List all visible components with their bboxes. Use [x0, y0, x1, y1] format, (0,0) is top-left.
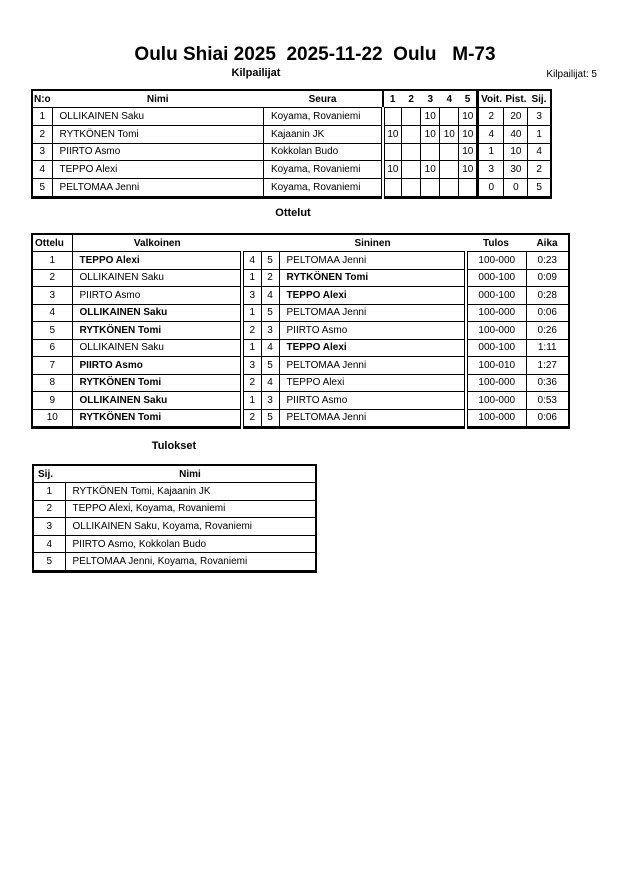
competitor-number: 1: [32, 108, 52, 126]
col-sininen: Sininen: [279, 234, 466, 252]
kilpailijat-section-heading: Kilpailijat: [231, 67, 281, 79]
match-row: [32, 322, 569, 340]
blue-competitor: PELTOMAA Jenni: [279, 252, 466, 270]
col-round-4: 4: [440, 90, 459, 108]
match-number: 6: [32, 339, 72, 357]
points-cell: 20: [504, 108, 528, 126]
result-row: [33, 553, 316, 572]
score-cell: [402, 179, 421, 198]
match-result: 000-100: [466, 339, 526, 357]
col-round-5: 5: [459, 90, 478, 108]
result-row: [33, 483, 316, 501]
competitor-club: Koyama, Rovaniemi: [263, 108, 382, 126]
col-voit: Voit.: [478, 90, 504, 108]
placement: 3: [33, 518, 65, 536]
col-nimi: Nimi: [52, 90, 263, 108]
blue-competitor: PELTOMAA Jenni: [279, 409, 466, 428]
score-cell: [440, 143, 459, 161]
competitor-name: PELTOMAA Jenni: [52, 179, 263, 198]
white-competitor: OLLIKAINEN Saku: [72, 304, 242, 322]
blue-number: 4: [261, 287, 279, 305]
white-number: 3: [242, 287, 261, 305]
points-cell: 40: [504, 125, 528, 143]
score-cell: [402, 125, 421, 143]
placement: 5: [33, 553, 65, 572]
result-name: OLLIKAINEN Saku, Koyama, Rovaniemi: [65, 518, 316, 536]
blue-number: 3: [261, 322, 279, 340]
match-time: 1:11: [526, 339, 569, 357]
white-competitor: OLLIKAINEN Saku: [72, 339, 242, 357]
competitor-row: [32, 179, 551, 198]
result-name: TEPPO Alexi, Koyama, Rovaniemi: [65, 500, 316, 518]
competitors-count: Kilpailijat: 5: [546, 69, 597, 80]
score-cell: 10: [383, 161, 402, 179]
competitor-number: 4: [32, 161, 52, 179]
placement: 2: [33, 500, 65, 518]
white-number: 2: [242, 374, 261, 392]
match-number: 2: [32, 269, 72, 287]
score-cell: 10: [459, 143, 478, 161]
match-number: 1: [32, 252, 72, 270]
result-row: [33, 500, 316, 518]
placement: 1: [33, 483, 65, 501]
white-competitor: PIIRTO Asmo: [72, 357, 242, 375]
col-blue-number: [261, 234, 279, 252]
match-time: 0:26: [526, 322, 569, 340]
match-number: 9: [32, 392, 72, 410]
competitor-name: PIIRTO Asmo: [52, 143, 263, 161]
blue-competitor: PIIRTO Asmo: [279, 392, 466, 410]
match-row: [32, 357, 569, 375]
competitor-club: Kajaanin JK: [263, 125, 382, 143]
result-name: RYTKÖNEN Tomi, Kajaanin JK: [65, 483, 316, 501]
match-result: 100-000: [466, 252, 526, 270]
match-result: 100-000: [466, 374, 526, 392]
score-cell: 10: [459, 125, 478, 143]
wins-cell: 4: [478, 125, 504, 143]
col-round-2: 2: [402, 90, 421, 108]
ottelut-table: [31, 233, 570, 429]
competitor-club: Koyama, Rovaniemi: [263, 179, 382, 198]
competitor-row: [32, 108, 551, 126]
col-ottelu: Ottelu: [32, 234, 72, 252]
placement-cell: 1: [528, 125, 551, 143]
blue-number: 2: [261, 269, 279, 287]
match-time: 0:36: [526, 374, 569, 392]
ottelut-header-row: [32, 234, 569, 252]
wins-cell: 2: [478, 108, 504, 126]
col-round-3: 3: [421, 90, 440, 108]
blue-number: 3: [261, 392, 279, 410]
score-cell: 10: [440, 125, 459, 143]
match-time: 1:27: [526, 357, 569, 375]
score-cell: 10: [459, 161, 478, 179]
points-cell: 10: [504, 143, 528, 161]
score-cell: [440, 161, 459, 179]
competitor-club: Koyama, Rovaniemi: [263, 161, 382, 179]
col-white-number: [242, 234, 261, 252]
col-pist: Pist.: [504, 90, 528, 108]
match-number: 5: [32, 322, 72, 340]
competitor-row: [32, 125, 551, 143]
page-title: Oulu Shiai 2025 2025-11-22 Oulu M-73: [134, 44, 496, 65]
match-time: 0:06: [526, 409, 569, 428]
blue-competitor: PELTOMAA Jenni: [279, 304, 466, 322]
result-row: [33, 535, 316, 553]
kilpailijat-table: [31, 89, 552, 199]
white-number: 2: [242, 409, 261, 428]
match-time: 0:23: [526, 252, 569, 270]
score-cell: [440, 108, 459, 126]
score-cell: [402, 161, 421, 179]
match-row: [32, 304, 569, 322]
match-number: 4: [32, 304, 72, 322]
match-row: [32, 269, 569, 287]
competitor-name: RYTKÖNEN Tomi: [52, 125, 263, 143]
blue-competitor: TEPPO Alexi: [279, 339, 466, 357]
white-competitor: OLLIKAINEN Saku: [72, 392, 242, 410]
score-cell: 10: [421, 108, 440, 126]
white-competitor: RYTKÖNEN Tomi: [72, 409, 242, 428]
score-cell: [383, 108, 402, 126]
match-row: [32, 409, 569, 428]
kilpailijat-header-row: [32, 90, 551, 108]
blue-number: 4: [261, 374, 279, 392]
blue-competitor: PIIRTO Asmo: [279, 322, 466, 340]
blue-number: 4: [261, 339, 279, 357]
score-cell: [459, 179, 478, 198]
blue-competitor: RYTKÖNEN Tomi: [279, 269, 466, 287]
blue-number: 5: [261, 252, 279, 270]
match-number: 3: [32, 287, 72, 305]
placement-cell: 4: [528, 143, 551, 161]
wins-cell: 3: [478, 161, 504, 179]
result-name: PELTOMAA Jenni, Koyama, Rovaniemi: [65, 553, 316, 572]
white-competitor: RYTKÖNEN Tomi: [72, 374, 242, 392]
blue-number: 5: [261, 357, 279, 375]
competitor-name: OLLIKAINEN Saku: [52, 108, 263, 126]
score-cell: [383, 179, 402, 198]
score-cell: [402, 143, 421, 161]
competitor-club: Kokkolan Budo: [263, 143, 382, 161]
ottelut-section-heading: Ottelut: [275, 207, 311, 219]
col-round-1: 1: [383, 90, 402, 108]
match-result: 100-000: [466, 409, 526, 428]
tulokset-table: [32, 464, 317, 573]
white-number: 1: [242, 339, 261, 357]
tulokset-section-heading: Tulokset: [151, 440, 197, 452]
placement-cell: 2: [528, 161, 551, 179]
placement-cell: 3: [528, 108, 551, 126]
white-number: 2: [242, 322, 261, 340]
competitor-name: TEPPO Alexi: [52, 161, 263, 179]
score-cell: 10: [421, 125, 440, 143]
competitor-row: [32, 143, 551, 161]
placement-cell: 5: [528, 179, 551, 198]
match-result: 000-100: [466, 269, 526, 287]
competitor-number: 2: [32, 125, 52, 143]
white-number: 1: [242, 392, 261, 410]
col-tulos: Tulos: [466, 234, 526, 252]
col-sij: Sij.: [528, 90, 551, 108]
match-time: 0:09: [526, 269, 569, 287]
score-cell: [383, 143, 402, 161]
match-result: 100-000: [466, 304, 526, 322]
score-cell: [421, 143, 440, 161]
match-time: 0:53: [526, 392, 569, 410]
points-cell: 0: [504, 179, 528, 198]
white-number: 1: [242, 269, 261, 287]
tulokset-header-row: [33, 465, 316, 483]
result-name: PIIRTO Asmo, Kokkolan Budo: [65, 535, 316, 553]
col-aika: Aika: [526, 234, 569, 252]
match-number: 8: [32, 374, 72, 392]
match-result: 100-010: [466, 357, 526, 375]
points-cell: 30: [504, 161, 528, 179]
white-number: 4: [242, 252, 261, 270]
competitor-row: [32, 161, 551, 179]
wins-cell: 0: [478, 179, 504, 198]
score-cell: 10: [459, 108, 478, 126]
blue-competitor: TEPPO Alexi: [279, 374, 466, 392]
white-competitor: TEPPO Alexi: [72, 252, 242, 270]
score-cell: [421, 179, 440, 198]
result-row: [33, 518, 316, 536]
match-row: [32, 339, 569, 357]
score-cell: [440, 179, 459, 198]
col-sij: Sij.: [33, 465, 65, 483]
match-time: 0:06: [526, 304, 569, 322]
white-competitor: OLLIKAINEN Saku: [72, 269, 242, 287]
competitor-number: 5: [32, 179, 52, 198]
score-cell: 10: [421, 161, 440, 179]
match-row: [32, 374, 569, 392]
wins-cell: 1: [478, 143, 504, 161]
col-no: N:o: [32, 90, 52, 108]
match-number: 10: [32, 409, 72, 428]
blue-competitor: TEPPO Alexi: [279, 287, 466, 305]
white-number: 1: [242, 304, 261, 322]
score-cell: [402, 108, 421, 126]
match-row: [32, 287, 569, 305]
competitor-number: 3: [32, 143, 52, 161]
white-number: 3: [242, 357, 261, 375]
match-result: 100-000: [466, 392, 526, 410]
match-row: [32, 392, 569, 410]
match-result: 100-000: [466, 322, 526, 340]
white-competitor: RYTKÖNEN Tomi: [72, 322, 242, 340]
col-nimi: Nimi: [65, 465, 316, 483]
match-row: [32, 252, 569, 270]
match-time: 0:28: [526, 287, 569, 305]
score-cell: 10: [383, 125, 402, 143]
blue-competitor: PELTOMAA Jenni: [279, 357, 466, 375]
blue-number: 5: [261, 304, 279, 322]
placement: 4: [33, 535, 65, 553]
col-valkoinen: Valkoinen: [72, 234, 242, 252]
match-number: 7: [32, 357, 72, 375]
col-seura: Seura: [263, 90, 382, 108]
blue-number: 5: [261, 409, 279, 428]
white-competitor: PIIRTO Asmo: [72, 287, 242, 305]
match-result: 000-100: [466, 287, 526, 305]
